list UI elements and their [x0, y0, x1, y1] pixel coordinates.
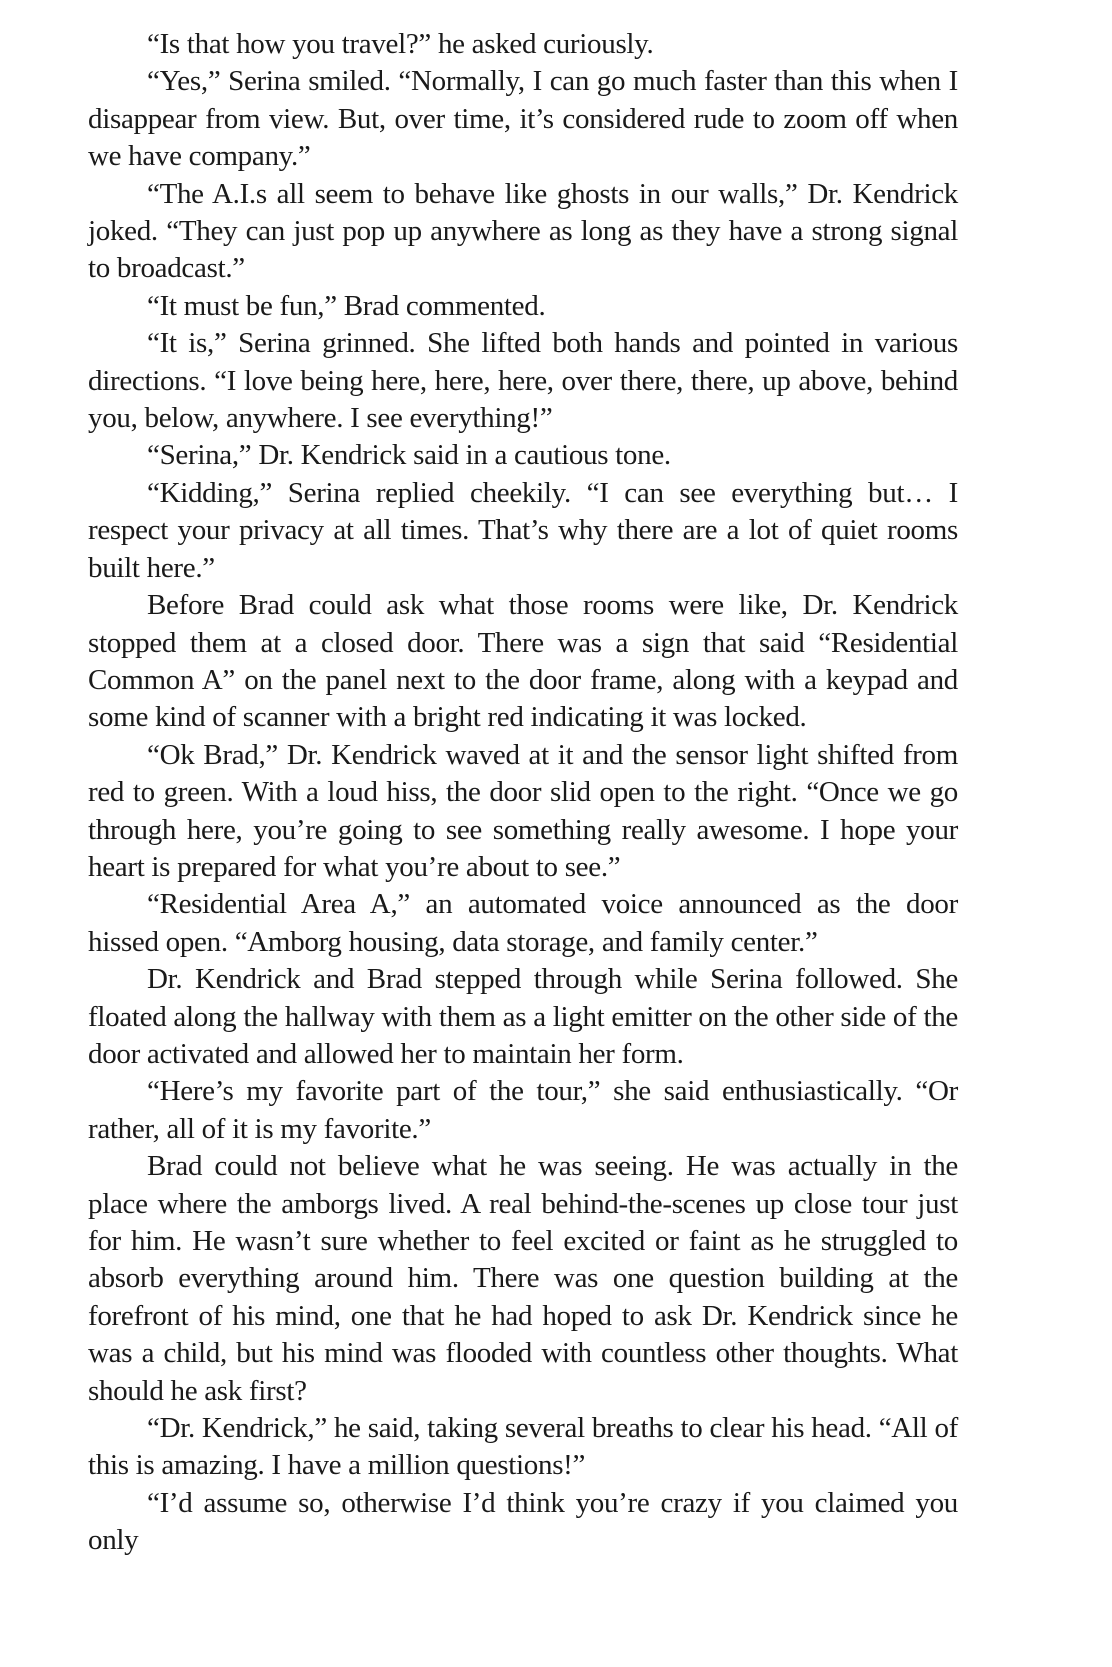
- paragraph: “Ok Brad,” Dr. Kendrick waved at it and the sensor light shifted from red to green. With a loud hiss, the door slid open to the right. “Once we go through here, you’re going to see something really awesome. I hope your heart is prepared for what you’re about to see.”: [88, 738, 958, 883]
- paragraph: “Kidding,” Serina replied cheekily. “I can see everything but… I respect your privacy at all times. That’s why there are a lot of quiet rooms built here.”: [88, 476, 958, 584]
- paragraph: “It must be fun,” Brad commented.: [147, 289, 546, 322]
- book-page: [88, 26, 958, 1560]
- paragraph: “Yes,” Serina smiled. “Normally, I can go much faster than this when I disappear from view. But, over time, it’s considered rude to zoom off when we have company.”: [88, 65, 958, 173]
- paragraph: “Serina,” Dr. Kendrick said in a cautious tone.: [147, 439, 671, 472]
- paragraph: Brad could not believe what he was seeing. He was actually in the place where the amborgs lived. A real behind-the-scenes up close tour just for him. He wasn’t sure whether to feel excited or faint as he struggled to absorb everything around him. There was one question building at the forefront of his mind, one that he had hoped to ask Dr. Kendrick since he was a child, but his mind was flooded with countless other thoughts. What should he ask first?: [88, 1150, 958, 1407]
- paragraph: “Is that how you travel?” he asked curiously.: [147, 28, 654, 60]
- paragraph: “Here’s my favorite part of the tour,” she said enthusiastically. “Or rather, all of it is my favorite.”: [88, 1075, 958, 1145]
- paragraph: “Dr. Kendrick,” he said, taking several breaths to clear his head. “All of this is amazing. I have a million questions!”: [88, 1412, 958, 1482]
- paragraph: “Residential Area A,” an automated voice announced as the door hissed open. “Amborg housing, data storage, and family center.”: [88, 888, 958, 958]
- paragraph: Dr. Kendrick and Brad stepped through while Serina followed. She floated along the hallway with them as a light emitter on the other side of the door activated and allowed her to maintain her form.: [88, 963, 958, 1070]
- paragraph: “The A.I.s all seem to behave like ghosts in our walls,” Dr. Kendrick joked. “They can just pop up anywhere as long as they have a strong signal to broadcast.”: [88, 177, 958, 285]
- paragraph: Before Brad could ask what those rooms were like, Dr. Kendrick stopped them at a closed door. There was a sign that said “Residential Common A” on the panel next to the door frame, along with a keypad and some kind of scanner with a bright red indicating it was locked.: [88, 589, 958, 734]
- paragraph-continued: “I’d assume so, otherwise I’d think you’re crazy if you claimed you only: [88, 1486, 958, 1557]
- paragraph: “It is,” Serina grinned. She lifted both hands and pointed in various directions. “I love being here, here, here, over there, there, up above, behind you, below, anywhere. I see everything!”: [88, 327, 958, 435]
